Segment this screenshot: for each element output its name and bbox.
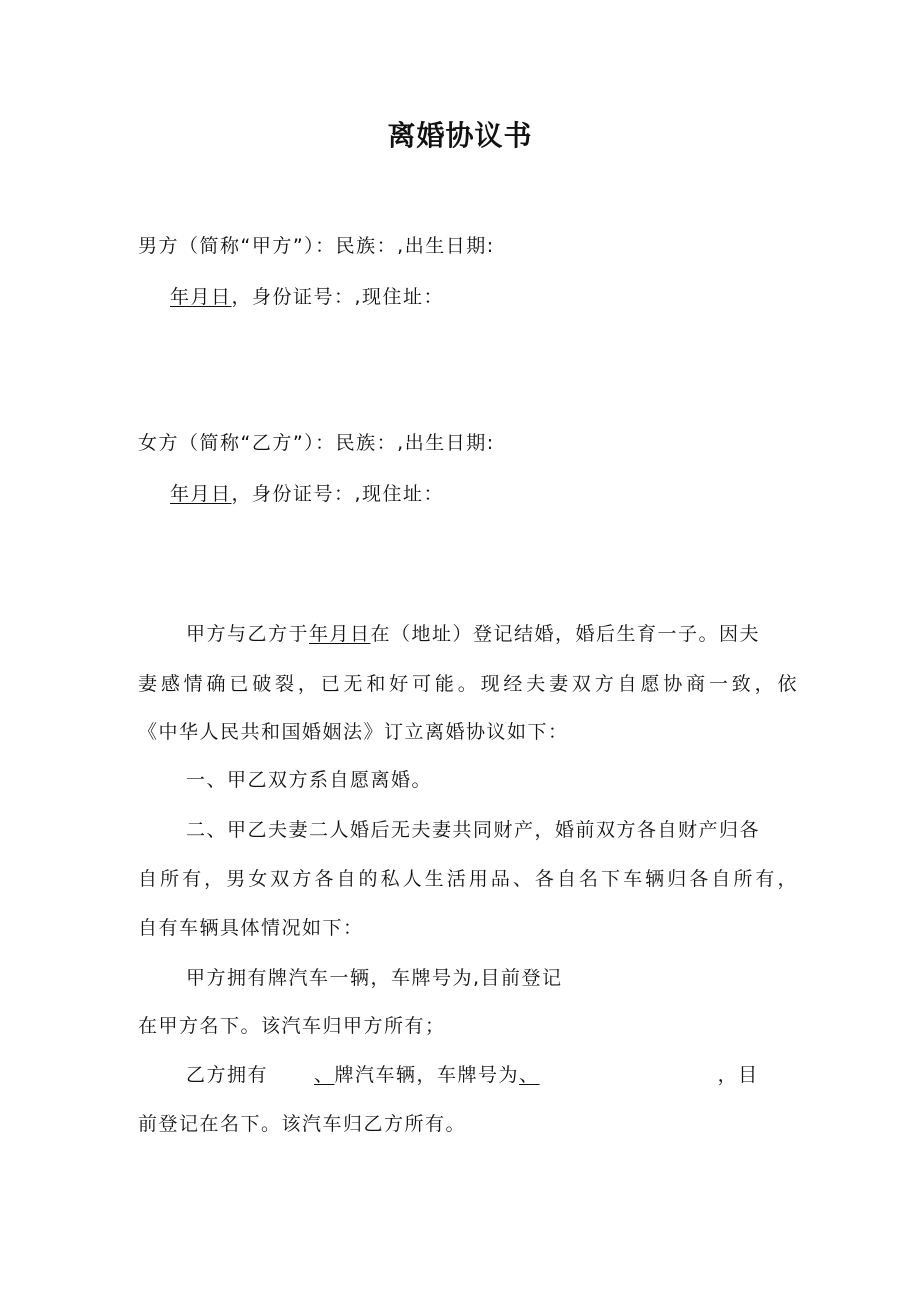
- clause-1: 一、甲乙双方系自愿离婚。: [186, 769, 433, 791]
- clause-2-line-1: 二、甲乙夫妻二人婚后无夫妻共同财产，婚前双方各自财产归各: [186, 819, 761, 841]
- car-a-line-2: 在甲方名下。该汽车归甲方所有；: [138, 1015, 446, 1037]
- car-a-line-1: 甲方拥有牌汽车一辆，车牌号为,目前登记: [186, 967, 563, 989]
- car-b-text-a: 乙方拥有: [186, 1064, 269, 1086]
- female-id-address-text: ，身份证号：,现住址：: [231, 483, 445, 505]
- car-b-brand-blank: 、: [314, 1064, 335, 1086]
- female-party-line-1: 女方（简称“乙方”）：民族：,出生日期:: [138, 432, 495, 454]
- car-b-line-1: [186, 1061, 759, 1089]
- male-id-address-text: ，身份证号：,现住址：: [231, 286, 445, 308]
- car-b-text-b: 牌汽车辆，车牌号为: [334, 1064, 520, 1086]
- car-b-plate-blank: 、: [519, 1064, 540, 1086]
- marriage-date-blank: 年月日: [309, 623, 371, 645]
- female-party-line-2: [170, 480, 444, 508]
- female-birth-date-blank: 年月日: [170, 483, 232, 505]
- intro-line-2: 妻感情确已破裂，已无和好可能。现经夫妻双方自愿协商一致，依: [138, 673, 798, 695]
- male-party-line-2: [170, 283, 444, 311]
- intro-line-1: [186, 620, 760, 648]
- car-b-text-c: ，目: [717, 1064, 759, 1086]
- intro-text-b: 在（地址）登记结婚，婚后生育一子。因夫: [370, 623, 761, 645]
- clause-2-line-2: 自所有，男女双方各自的私人生活用品、各自名下车辆归各自所有，: [138, 868, 798, 890]
- clause-2-line-3: 自有车辆具体情况如下：: [138, 917, 364, 939]
- intro-text-a: 甲方与乙方于: [186, 623, 310, 645]
- intro-line-3: 《中华人民共和国婚姻法》订立离婚协议如下：: [138, 721, 569, 743]
- male-party-line-1: 男方（简称“甲方”）：民族：,出生日期:: [138, 235, 495, 257]
- male-birth-date-blank: 年月日: [170, 286, 232, 308]
- document-title: 离婚协议书: [387, 119, 533, 152]
- car-b-line-2: 前登记在名下。该汽车归乙方所有。: [138, 1113, 467, 1135]
